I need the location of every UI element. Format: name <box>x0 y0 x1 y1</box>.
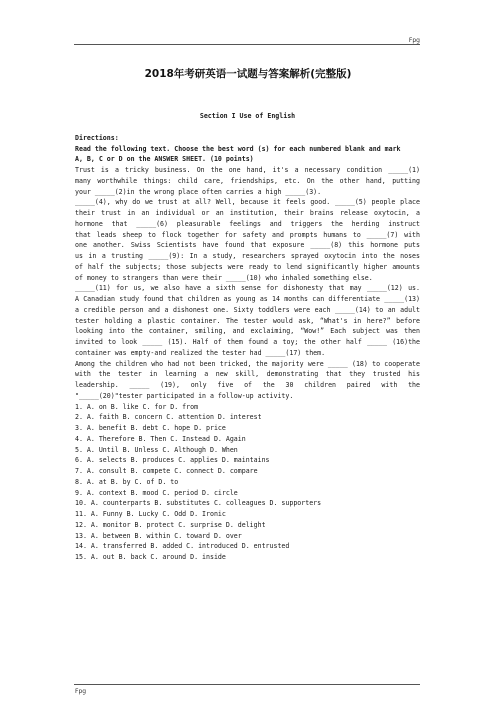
passage-line: their trust in an individual or an institution, their brains release oxytocin, a <box>75 209 420 217</box>
option-line: 3. A. benefit B. debt C. hope D. price <box>75 424 226 432</box>
passage-line: Trust is a tricky business. On the one hand, it's a necessary condition _____(1) <box>75 166 420 174</box>
passage-line: _____(11) for us, we also have a sixth sense for dishonesty that may _____(12) us. <box>75 284 420 293</box>
option-line: 8. A. at B. by C. of D. to <box>75 477 179 486</box>
passage-line: hormone that _____(6) pleasurable feelings and triggers the herding instruct <box>75 219 420 228</box>
options-list <box>75 402 420 563</box>
option-line: 13. A. between B. within C. toward D. over <box>75 531 242 540</box>
passage-line: of money to strangers than were their _____(10) who inhaled something else. <box>75 273 373 282</box>
passage-line: many worthwhile things: child care, friendships, etc. On the other hand, putting <box>75 176 420 185</box>
option-line: 2. A. faith B. concern C. attention D. interest <box>75 413 262 422</box>
passage-line: with the tester in learning a new skill, demonstrating that they trusted his <box>75 370 420 379</box>
header-rule <box>74 44 420 45</box>
passage-line: _____(4), why do we trust at all? Well, because it feels good. _____(5) people place <box>75 198 420 207</box>
passage-line: A Canadian study found that children as young as 14 months can differentiate _____(13) <box>75 295 420 303</box>
section-heading: Section I Use of English <box>199 112 296 120</box>
option-line: 14. A. transferred B. added C. introduced D. entrusted <box>75 542 290 551</box>
passage-line: Among the children who had not been tricked, the majority were _____ (18) to cooperate <box>75 359 420 368</box>
header-mark: Fpg <box>408 37 420 44</box>
passage-line: us in a trusting _____(9): In a study, researchers sprayed oxytocin into the noses <box>75 252 420 260</box>
option-line: 10. A. counterparts B. substitutes C. colleagues D. supporters <box>75 499 322 508</box>
option-line: 9. A. context B. mood C. period D. circle <box>75 488 238 497</box>
option-line: 15. A. out B. back C. around D. inside <box>75 553 226 561</box>
passage-line: "_____(20)"tester participated in a follow-up activity. <box>75 391 294 400</box>
passage-line: one another. Swiss Scientists have found that exposure _____(8) this hormone puts <box>75 241 420 250</box>
directions-label: Directions: <box>75 133 119 142</box>
directions-line: Read the following text. Choose the best word (s) for each numbered blank and mark <box>75 144 401 153</box>
page-title: 2018年考研英语一试题与答案解析(完整版) <box>144 68 352 80</box>
directions-line: A, B, C or D on the ANSWER SHEET. (10 points) <box>75 155 254 164</box>
option-line: 12. A. monitor B. protect C. surprise D. delight <box>75 520 266 529</box>
passage-line: tester holding a plastic container. The tester would ask, “What's in here?” before <box>75 316 420 325</box>
passage-line: looking into the container, smiling, and exclaiming, “Wow!” Each subject was then <box>75 327 420 336</box>
option-line: 7. A. consult B. compete C. connect D. compare <box>75 467 258 475</box>
footer-rule <box>74 684 420 685</box>
passage <box>75 165 420 402</box>
directions-text <box>75 144 420 166</box>
passage-line: of half the subjects; those subjects were ready to lend significantly higher amounts <box>75 262 420 271</box>
passage-line: that leads sheep to flock together for safety and prompts humans to _____(7) with <box>75 230 420 239</box>
passage-line: container was empty-and realized the tester had _____(17) them. <box>75 348 326 357</box>
option-line: 4. A. Therefore B. Then C. Instead D. Again <box>75 434 246 443</box>
passage-line: leadership. _____ (19), only five of the 30 children paired with the <box>75 381 420 389</box>
passage-line: invited to look _____ (15). Half of them found a toy; the other half _____ (16)the <box>75 338 420 346</box>
document-body <box>75 111 420 563</box>
option-line: 5. A. Until B. Unless C. Although D. When <box>75 445 238 454</box>
footer-mark: Fpg <box>75 688 87 695</box>
passage-line: your _____(2)in the wrong place often carries a high _____(3). <box>75 187 322 196</box>
option-line: 11. A. Funny B. Lucky C. Odd D. Ironic <box>75 510 226 518</box>
passage-line: a credible person and a dishonest one. Sixty toddlers were each _____(14) to an adult <box>75 305 420 314</box>
option-line: 6. A. selects B. produces C. applies D. maintains <box>75 456 270 465</box>
option-line: 1. A. on B. like C. for D. from <box>75 402 199 411</box>
